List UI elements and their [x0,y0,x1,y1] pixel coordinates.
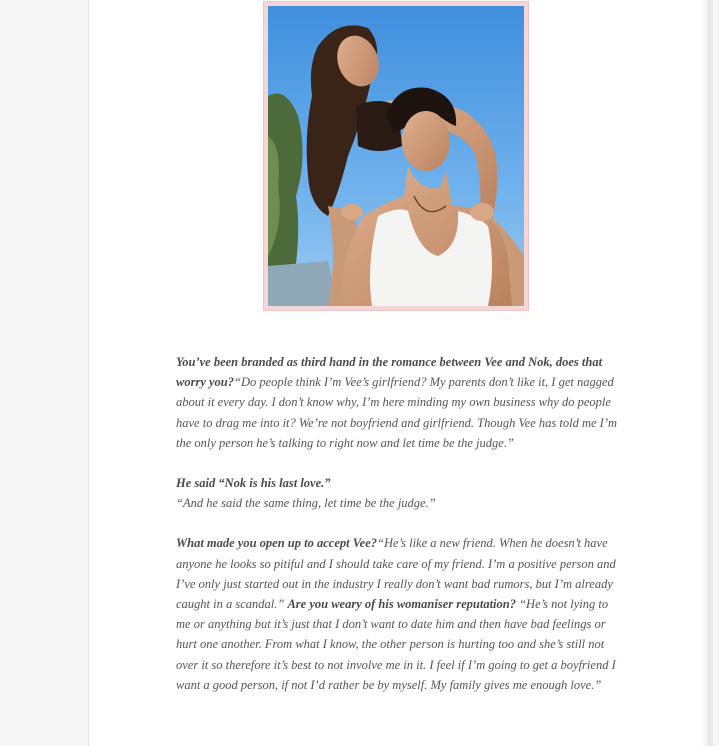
question-2: He said “Nok is his last love.” [176,476,331,491]
paragraph-3 [176,533,620,695]
couple-photo [268,6,524,306]
answer-4: “He’s not lying to me or anything but it’s just that I don’t want to date him and then have bad feelings or hurt one another. From what I know, the other person is hurting too and she’s still not over it so therefore it’s best to not involve me in it. I feel if I’m going to get a boyfriend I want a good person, if not I’d rather be by myself. My family gives me enough love.” [176,597,616,692]
paragraph-1 [176,352,620,453]
interview-article [176,352,620,715]
photo-couple-piggyback-icon [268,6,524,306]
paragraph-2 [176,473,620,513]
answer-3: “He’s like a new friend. When he doesn’t have anyone he looks so pitiful and I should take care of my friend. I’m a positive person and I’ve only just started out in the industry I really don’t want bad rumors, but I’m already caught in a scandal.” [176,536,616,612]
answer-1: “Do people think I’m Vee’s girlfriend? My parents don’t like it, I get nagged about it every day. I don’t know why, I’m here minding my own business why do people have to drag me into it? We’re not boyfriend and girlfriend. Though Vee has told me I’m the only person he’s talking to right now and let time be the judge.” [176,375,618,450]
answer-2: “And he said the same thing, let time be the judge.” [176,496,436,511]
question-3: What made you open up to accept Vee? [176,536,378,551]
scroll-track [707,0,713,746]
left-background [0,0,88,746]
question-4: Are you weary of his womaniser reputation? [287,597,516,612]
question-1: You’ve been branded as third hand in the romance between Vee and Nok, does that worry you? [176,355,603,390]
right-background [703,0,719,746]
